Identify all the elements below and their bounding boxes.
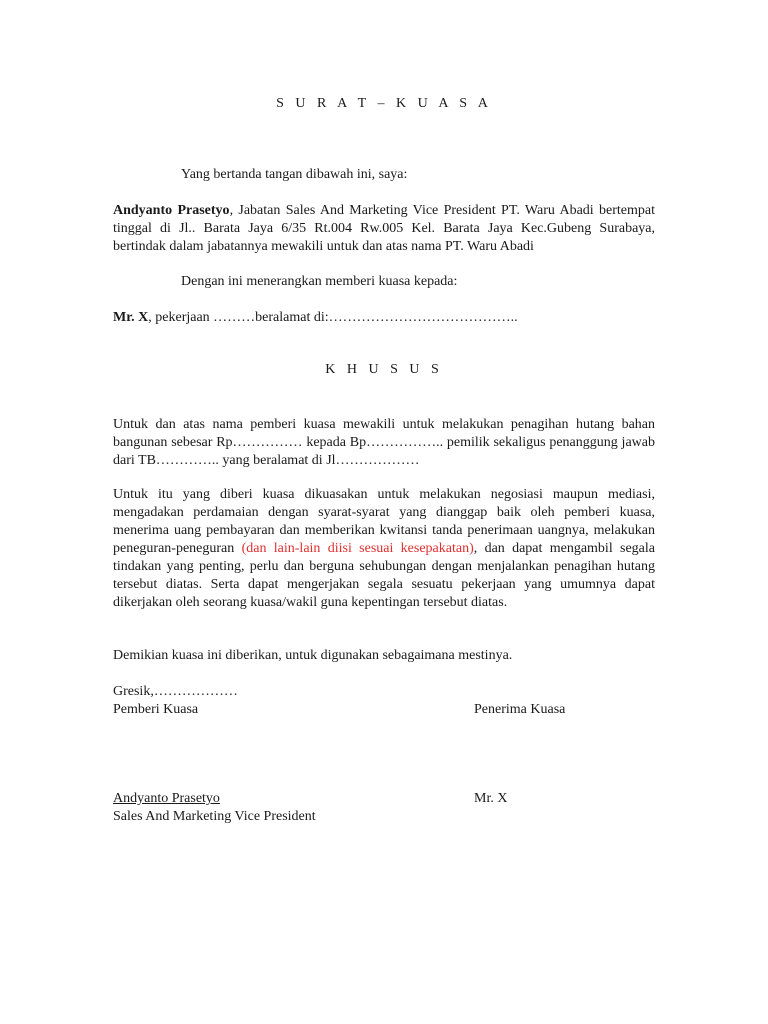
authority-paragraph: Untuk dan atas nama pemberi kuasa mewakili untuk melakukan penagihan hutang bahan bangunan sebesar Rp…………… kepada Bp…………….. pemilik sekaligus penanggung jawab dari TB………….. yang beralamat di Jl……………… (113, 417, 655, 468)
document-title: S U R A T – K U A S A (276, 96, 492, 111)
grantee-details: , pekerjaan ………beralamat di:………………………………….. (148, 310, 518, 325)
grantee-label: Penerima Kuasa (474, 702, 566, 717)
grantee-name: Mr. X (113, 310, 149, 325)
powers-text-1: Untuk itu yang diberi kuasa dikuasakan untuk melakukan negosiasi maupun mediasi, mengadakan perdamaian dengan syarat-syarat yang dianggap baik oleh pemberi kuasa, menerima uang pembayaran dan memberikan kwitansi tanda penerimaan uangnya, melakukan peneguran-peneguran (113, 487, 655, 556)
grantor-paragraph (113, 202, 655, 256)
statement-line: Dengan ini menerangkan memberi kuasa kepada: (181, 274, 458, 289)
grantee-line (113, 309, 655, 327)
grantee-signature-name: Mr. X (474, 791, 508, 806)
grantor-label: Pemberi Kuasa (113, 702, 199, 717)
section-title: K H U S U S (325, 362, 443, 377)
grantor-name: Andyanto Prasetyo (113, 203, 230, 218)
closing-line: Demikian kuasa ini diberikan, untuk digunakan sebagaimana mestinya. (113, 648, 513, 663)
intro-line: Yang bertanda tangan dibawah ini, saya: (181, 167, 408, 182)
powers-highlight: (dan lain-lain diisi sesuai kesepakatan) (241, 541, 474, 556)
grantor-position: Sales And Marketing Vice President (113, 809, 316, 824)
grantor-signature-name: Andyanto Prasetyo (113, 791, 220, 806)
powers-text-2: , dan dapat mengambil segala tindakan yang penting, perlu dan berguna sehubungan dengan menjalankan penagihan hutang tersebut diatas. Serta dapat mengerjakan segala sesuatu pekerjaan yang umumnya dapat dikerjakan oleh seorang kuasa/wakil guna kepentingan tersebut diatas. (113, 541, 655, 610)
powers-paragraph (113, 486, 655, 612)
place-date: Gresik,……………… (113, 684, 238, 699)
grantor-details: , Jabatan Sales And Marketing Vice President PT. Waru Abadi bertempat tinggal di Jl.. Barata Jaya 6/35 Rt.004 Rw.005 Kel. Barata Jaya Kec.Gubeng Surabaya, bertindak dalam jabatannya mewakili untuk dan atas nama PT. Waru Abadi (113, 203, 655, 254)
